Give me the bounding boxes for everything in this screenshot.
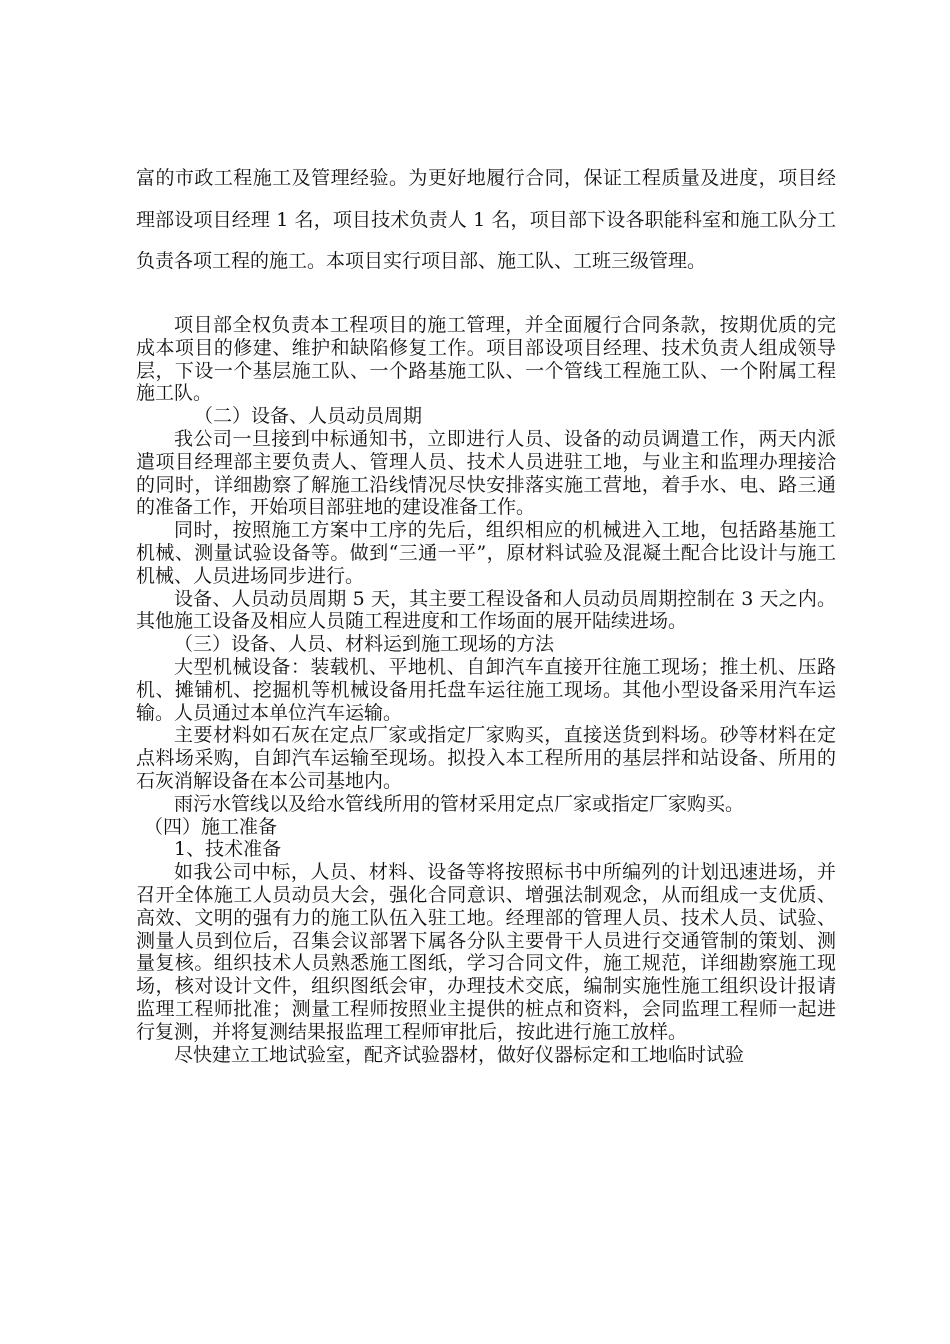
paragraph-large-equipment: 大型机械设备：装载机、平地机、自卸汽车直接开往施工现场；推土机、压路机、摊铺机、挖掘机等机械设备用托盘车运往施工现场。其他小型设备采用汽车运输。人员通过本单位汽车运输。	[136, 655, 836, 724]
paragraph-mobilization-days: 设备、人员动员周期 5 天，其主要工程设备和人员动员周期控制在 3 天之内。其他施工设备及相应人员随工程进度和工作场面的展开陆续进场。	[136, 587, 836, 633]
paragraph-site-laboratory: 尽快建立工地试验室，配齐试验器材，做好仪器标定和工地临时试验	[174, 1043, 745, 1066]
section-heading-mobilization-period: （二）设备、人员动员周期	[194, 405, 423, 428]
paragraph-pipes: 雨污水管线以及给水管线所用的管材采用定点厂家或指定厂家购买。	[174, 792, 745, 815]
section-heading-construction-preparation: （四）施工准备	[144, 815, 278, 838]
subsection-heading-technical-preparation: 1、技术准备	[174, 838, 282, 861]
paragraph-materials: 主要材料如石灰在定点厂家或指定厂家购买，直接送货到料场。砂等材料在定点料场采购，自卸汽车运输至现场。拟投入本工程所用的基层拌和站设备、所用的石灰消解设备在本公司基地内。	[136, 724, 836, 792]
body-text	[136, 314, 836, 1066]
body-text-loose	[136, 158, 836, 283]
paragraph-mobilization: 我公司一旦接到中标通知书，立即进行人员、设备的动员调遣工作，两天内派遣项目经理部主要负责人、管理人员、技术人员进驻工地，与业主和监理办理接洽的同时，详细勘察了解施工沿线情况尽快安排落实施工营地，着手水、电、路三通的准备工作，开始项目部驻地的建设准备工作。	[136, 427, 836, 519]
paragraph-project-department: 项目部全权负责本工程项目的施工管理，并全面履行合同条款，按期优质的完成本项目的修建、维护和缺陷修复工作。项目部设项目经理、技术负责人组成领导层，下设一个基层施工队、一个路基施工队、一个管线工程施工队、一个附属工程施工队。	[136, 314, 836, 405]
paragraph-technical-preparation: 如我公司中标，人员、材料、设备等将按照标书中所编列的计划迅速进场，并召开全体施工人员动员大会，强化合同意识、增强法制观念，从而组成一支优质、高效、文明的强有力的施工队伍入驻工地。经理部的管理人员、技术人员、试验、测量人员到位后，召集会议部署下属各分队主要骨干人员进行交通管制的策划、测量复核。组织技术人员熟悉施工图纸，学习合同文件，施工规范，详细勘察施工现场，核对设计文件，组织图纸会审，办理技术交底，编制实施性施工组织设计报请监理工程师批准；测量工程师按照业主提供的桩点和资料，会同监理工程师一起进行复测，并将复测结果报监理工程师审批后，按此进行施工放样。	[136, 861, 836, 1043]
paragraph-machinery-entry: 同时，按照施工方案中工序的先后，组织相应的机械进入工地，包括路基施工机械、测量试验设备等。做到“三通一平”，原材料试验及混凝土配合比设计与施工机械、人员进场同步进行。	[136, 519, 836, 587]
paragraph-management-experience: 富的市政工程施工及管理经验。为更好地履行合同，保证工程质量及进度，项目经理部设项目经理 1 名，项目技术负责人 1 名，项目部下设各职能科室和施工队分工负责各项工程的施工。本项目实行项目部、施工队、工班三级管理。	[136, 167, 836, 272]
section-heading-transport-method: （三）设备、人员、材料运到施工现场的方法	[174, 633, 555, 656]
